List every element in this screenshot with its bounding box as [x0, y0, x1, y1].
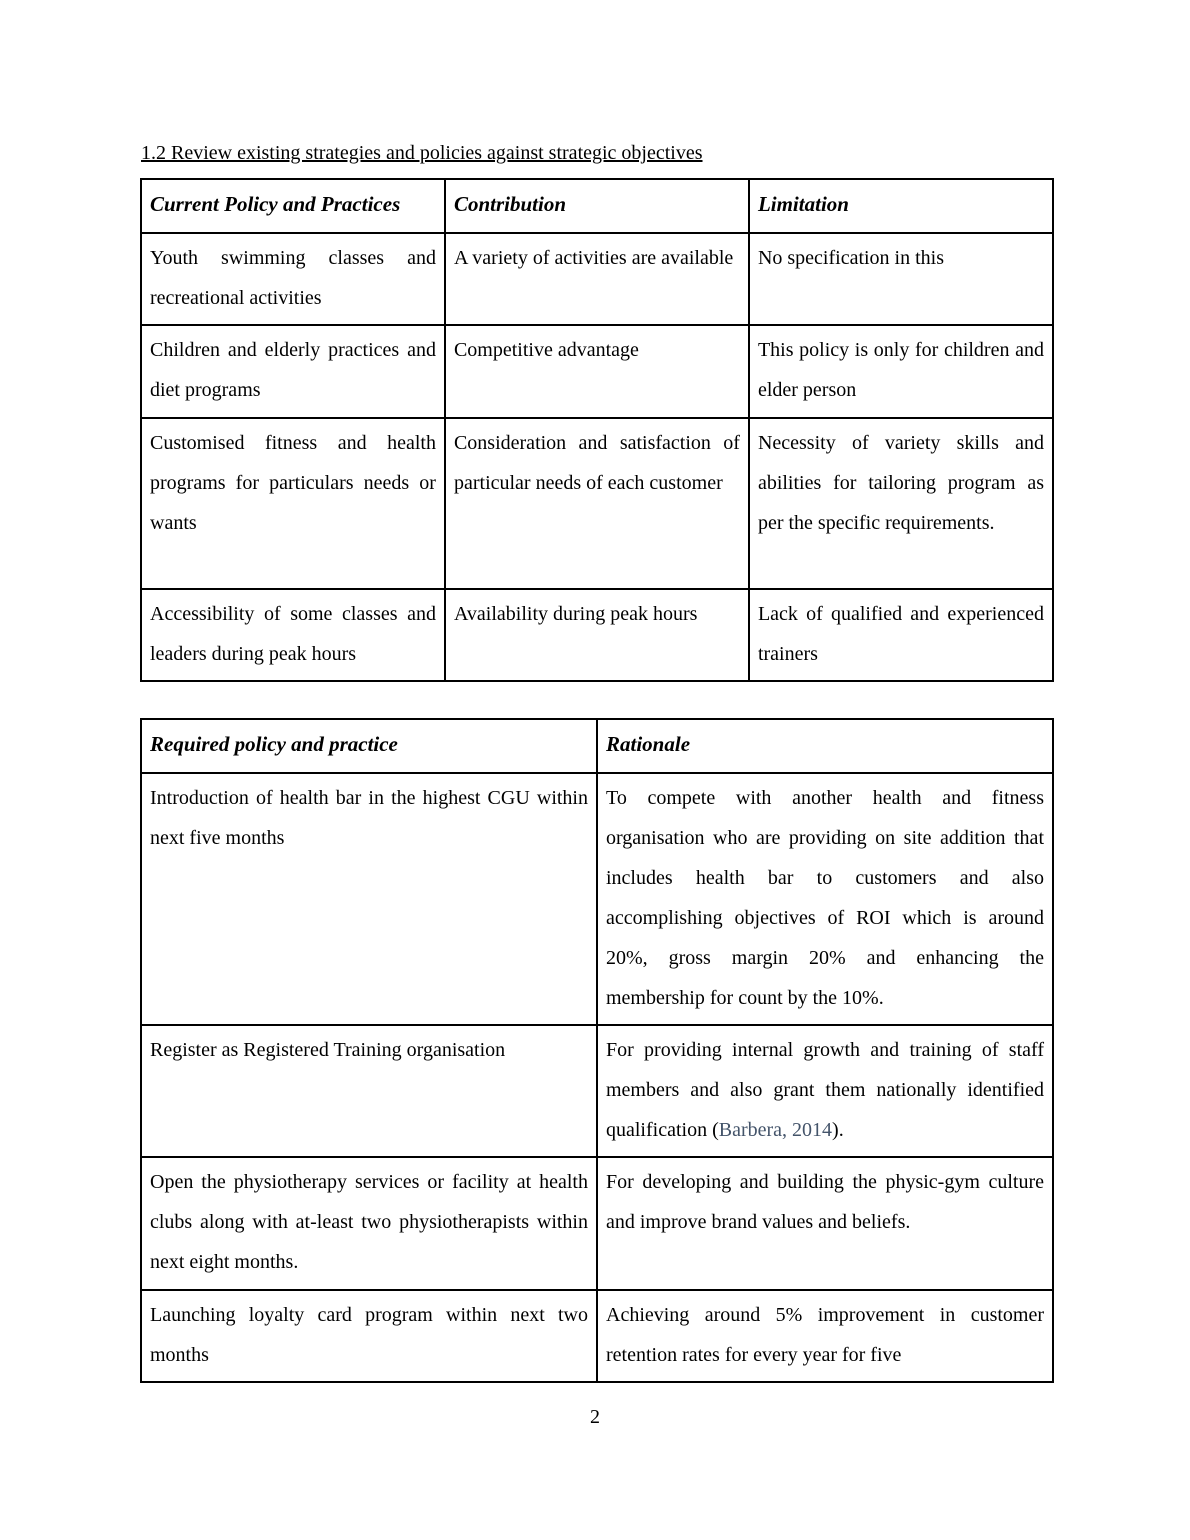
table-cell: Launching loyalty card program within next two months	[141, 1290, 597, 1382]
column-header-current-policy: Current Policy and Practices	[141, 179, 445, 233]
table-cell: Lack of qualified and experienced trainers	[749, 589, 1053, 681]
table-cell: This policy is only for children and elder person	[749, 325, 1053, 418]
citation-reference: Barbera, 2014	[718, 1119, 833, 1141]
table-row	[141, 325, 1053, 418]
table-cell: Introduction of health bar in the highest CGU within next five months	[141, 773, 597, 1025]
table-cell: A variety of activities are available	[445, 233, 749, 325]
table-header-row	[141, 719, 1053, 773]
column-header-required-policy: Required policy and practice	[141, 719, 597, 773]
table-cell: Children and elderly practices and diet programs	[141, 325, 445, 418]
table-row	[141, 1157, 1053, 1290]
column-header-rationale: Rationale	[597, 719, 1053, 773]
column-header-contribution: Contribution	[445, 179, 749, 233]
table-cell: Register as Registered Training organisation	[141, 1025, 597, 1157]
rationale-text: ).	[832, 1119, 844, 1141]
table-cell	[597, 1025, 1053, 1157]
table-row	[141, 1025, 1053, 1157]
table-row	[141, 589, 1053, 681]
table-cell: Youth swimming classes and recreational activities	[141, 233, 445, 325]
page-number: 2	[590, 1406, 600, 1428]
table-cell: Accessibility of some classes and leaders during peak hours	[141, 589, 445, 681]
table-cell: Consideration and satisfaction of particular needs of each customer	[445, 418, 749, 589]
table-row	[141, 773, 1053, 1025]
required-policy-table	[140, 718, 1054, 1383]
table-cell: Necessity of variety skills and abilities for tailoring program as per the specific requirements.	[749, 418, 1053, 589]
table-cell: No specification in this	[749, 233, 1053, 325]
table-row	[141, 1290, 1053, 1382]
table-cell: Achieving around 5% improvement in customer retention rates for every year for five	[597, 1290, 1053, 1382]
table-cell: Availability during peak hours	[445, 589, 749, 681]
current-policy-table	[140, 178, 1054, 682]
rationale-text: For providing internal growth and training of staff members and also grant them nationally identified qualification (	[606, 1039, 1044, 1141]
table-row	[141, 418, 1053, 589]
table-cell: Competitive advantage	[445, 325, 749, 418]
section-heading: 1.2 Review existing strategies and policies against strategic objectives	[141, 142, 703, 164]
table-cell: Open the physiotherapy services or facility at health clubs along with at-least two physiotherapists within next eight months.	[141, 1157, 597, 1290]
table-row	[141, 233, 1053, 325]
table-header-row	[141, 179, 1053, 233]
table-cell: For developing and building the physic-gym culture and improve brand values and beliefs.	[597, 1157, 1053, 1290]
table-cell: To compete with another health and fitness organisation who are providing on site addition that includes health bar to customers and also accomplishing objectives of ROI which is around 20%, gross margin 20% and enhancing the membership for count by the 10%.	[597, 773, 1053, 1025]
table-cell: Customised fitness and health programs for particulars needs or wants	[141, 418, 445, 589]
column-header-limitation: Limitation	[749, 179, 1053, 233]
